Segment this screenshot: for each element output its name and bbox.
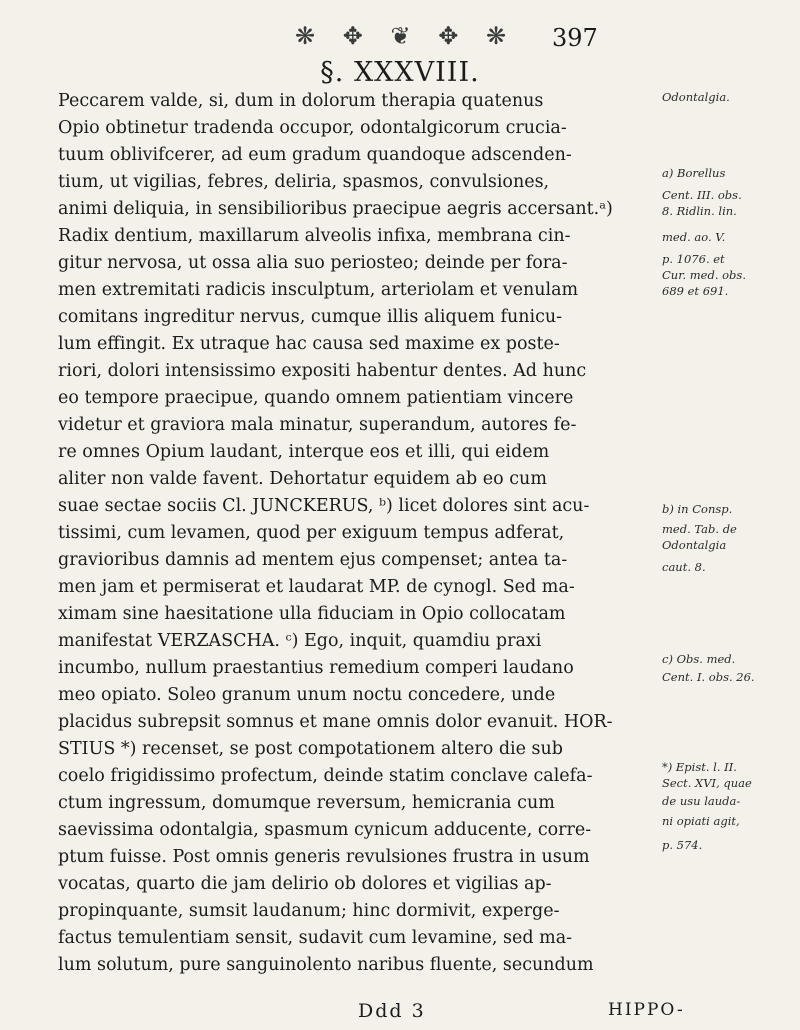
text-line: men extremitati radicis insculptum, arteriolam et venulam [58,280,579,300]
text-line: ximam sine haesitatione ulla fiduciam in Opio collocatam [58,604,566,624]
text-line: gravioribus damnis ad mentem ejus compenset; antea ta- [58,550,568,570]
text-line: lum solutum, pure sanguinolento naribus fluente, secundum [58,955,594,975]
text-line: placidus subrepsit somnus et mane omnis dolor evanuit. HOR- [58,712,613,732]
text-line: meo opiato. Soleo granum unum noctu concedere, unde [58,685,556,705]
header-ornament: ❋ ✥ ❦ ✥ ❋ [295,22,517,50]
text-line: suae sectae sociis Cl. JUNCKERUS, ᵇ) licet dolores sint acu- [58,496,590,516]
margin-note: med. Tab. de [662,522,737,536]
text-line: animi deliquia, in sensibilioribus praecipue aegris accersant.ᵃ) [58,199,613,219]
margin-note: 8. Ridlin. lin. [662,204,737,218]
margin-note: Sect. XVI, quae [662,776,752,790]
margin-note: caut. 8. [662,560,706,574]
text-line: incumbo, nullum praestantius remedium comperi laudano [58,658,574,678]
margin-note: Cur. med. obs. [662,268,746,282]
text-line: re omnes Opium laudant, interque eos et illi, qui eidem [58,442,550,462]
margin-note: p. 574. [662,838,703,852]
text-line: Radix dentium, maxillarum alveolis infixa, membrana cin- [58,226,571,246]
text-line: aliter non valde favent. Dehortatur equidem ab eo cum [58,469,547,489]
text-line: Peccarem valde, si, dum in dolorum therapia quatenus [58,91,544,111]
text-line: tuum oblivifcerer, ad eum gradum quandoque adscenden- [58,145,572,165]
text-line: STIUS *) recenset, se post compotationem altero die sub [58,739,564,759]
text-line: vocatas, quarto die jam delirio ob dolores et vigilias ap- [58,874,552,894]
text-line: tissimi, cum levamen, quod per exiguum tempus adferat, [58,523,565,543]
text-line: coelo frigidissimo profectum, deinde statim conclave calefa- [58,766,593,786]
margin-note: a) Borellus [662,166,726,180]
text-line: men jam et permiserat et laudarat MP. de cynogl. Sed ma- [58,577,575,597]
margin-note: 689 et 691. [662,284,729,298]
text-line: manifestat VERZASCHA. ᶜ) Ego, inquit, quamdiu praxi [58,631,542,651]
margin-note: Cent. I. obs. 26. [662,670,755,684]
margin-note: med. ao. V. [662,230,726,244]
catchword: HIPPO- [608,1000,685,1020]
text-line: propinquante, sumsit laudanum; hinc dormivit, experge- [58,901,560,921]
page-header [0,10,800,50]
body-text [58,88,718,979]
text-line: ptum fuisse. Post omnis generis revulsiones frustra in usum [58,847,590,867]
page-footer [0,1000,800,1026]
margin-note: *) Epist. l. II. [662,760,737,774]
margin-note: de usu lauda- [662,794,741,808]
text-line: saevissima odontalgia, spasmum cynicum adducente, corre- [58,820,592,840]
text-line: gitur nervosa, ut ossa alia suo periosteo; deinde per fora- [58,253,568,273]
text-line: eo tempore praecipue, quando omnem patientiam vincere [58,388,574,408]
text-line: comitans ingreditur nervus, cumque illis aliquem funicu- [58,307,563,327]
signature-mark: Ddd 3 [358,1000,426,1022]
text-line: Opio obtinetur tradenda occupor, odontalgicorum crucia- [58,118,567,138]
page-number: 397 [552,24,598,52]
text-line: videtur et graviora mala minatur, superandum, autores fe- [58,415,577,435]
margin-note: Odontalgia [662,538,727,552]
margin-note: Cent. III. obs. [662,188,742,202]
text-line: tium, ut vigilias, febres, deliria, spasmos, convulsiones, [58,172,550,192]
margin-note: b) in Consp. [662,502,733,516]
margin-note: Odontalgia. [662,90,730,104]
text-line: factus temulentiam sensit, sudavit cum levamine, sed ma- [58,928,573,948]
margin-note: p. 1076. et [662,252,725,266]
text-line: ctum ingressum, domumque reversum, hemicrania cum [58,793,555,813]
section-title: §. XXXVIII. [320,57,480,88]
margin-note: ni opiati agit, [662,814,740,828]
text-line: riori, dolori intensissimo expositi habentur dentes. Ad hunc [58,361,587,381]
text-line: lum effingit. Ex utraque hac causa sed maxime ex poste- [58,334,560,354]
margin-note: c) Obs. med. [662,652,736,666]
